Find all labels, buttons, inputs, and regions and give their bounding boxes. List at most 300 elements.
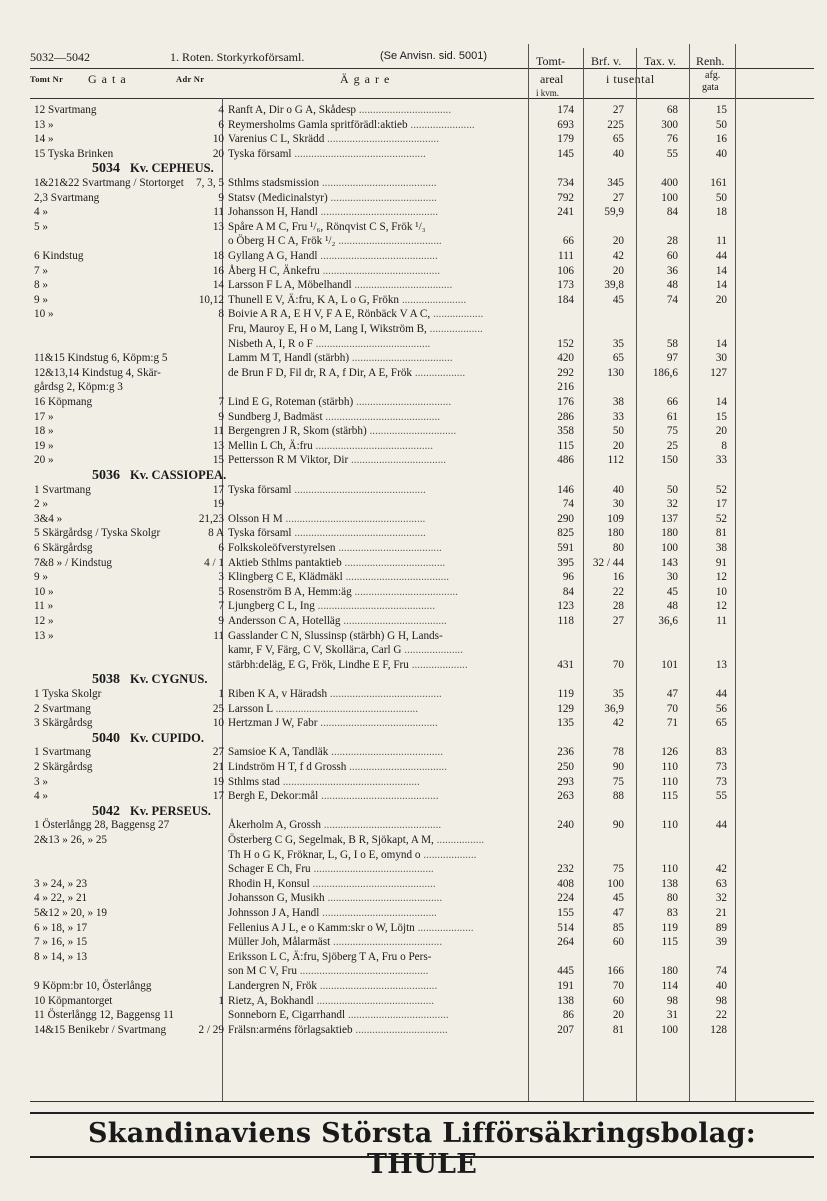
dot-leader: ............................................ [309, 877, 436, 890]
cell-owner: Tyska församl ............................................... [228, 483, 426, 496]
cell-tomt-nr-gata: 8 » 14, » 13 [34, 950, 88, 963]
cell-taxeringsvarde: 36,6 [658, 615, 678, 627]
cell-renhallningsavgift: 11 [716, 615, 727, 627]
cell-tomt-areal: 84 [562, 585, 574, 598]
cell-brandforsakringsvarde: 130 [607, 366, 624, 379]
cell-taxeringsvarde: 83 [666, 907, 678, 919]
cell-tomt-areal: 176 [557, 396, 574, 408]
cell-brandforsakringsvarde: 81 [612, 1023, 624, 1036]
cell-adress-nr: 16 [212, 264, 224, 277]
dot-leader: ......................................... [312, 337, 431, 350]
table-row [30, 104, 814, 117]
col-header-area-3: i kvm. [536, 88, 560, 98]
cell-brandforsakringsvarde: 80 [612, 542, 624, 554]
table-row [30, 527, 814, 540]
cell-renhallningsavgift: 40 [715, 980, 727, 992]
cell-adress-nr: 25 [212, 702, 224, 715]
header-rule-bottom [30, 98, 814, 99]
section-heading [92, 804, 211, 820]
cell-owner: Larsson F L A, Möbelhandl ................................... [228, 279, 453, 292]
cell-adress-nr: 1 [218, 994, 224, 1007]
cell-taxeringsvarde: 36 [666, 264, 678, 277]
table-row [30, 863, 814, 876]
cell-brandforsakringsvarde: 90 [612, 761, 624, 773]
cell-tomt-nr-gata: 15 Tyska Brinken [34, 147, 114, 160]
dot-leader: ....................... [399, 293, 467, 306]
cell-owner: Rhodin H, Konsul ............................................ [228, 877, 436, 890]
cell-tomt-areal: 250 [557, 761, 574, 773]
cell-tomt-areal: 96 [562, 571, 574, 584]
dot-leader: .......................................... [318, 790, 439, 803]
dot-leader: ....................... [407, 118, 475, 131]
cell-renhallningsavgift: 14 [715, 279, 727, 292]
table-row [30, 177, 814, 190]
cell-renhallningsavgift: 50 [715, 191, 727, 204]
cell-brandforsakringsvarde: 22 [612, 585, 624, 598]
cell-taxeringsvarde: 100 [661, 191, 678, 204]
cell-adress-nr: 10 [212, 133, 224, 146]
cell-adress-nr: 7, 3, 5 [196, 177, 224, 189]
cell-owner: Müller Joh, Målarmäst ....................................... [228, 936, 443, 949]
cell-renhallningsavgift: 74 [715, 965, 727, 978]
cell-tomt-areal: 111 [558, 250, 574, 262]
cell-owner: Hertzman J W, Fabr .......................................... [228, 717, 438, 730]
cell-tomt-areal: 86 [562, 1009, 574, 1022]
dot-leader: ........................................ [324, 133, 439, 146]
cell-owner: Spåre A M C, Fru ¹/₆, Rönqvist C S, Frök ¹/₃ [228, 220, 426, 233]
table-row [30, 922, 814, 935]
dot-leader: ................................... [351, 279, 453, 292]
table-row [30, 250, 814, 263]
table-row [30, 965, 814, 978]
cell-tomt-areal: 74 [562, 498, 574, 511]
table-row [30, 571, 814, 584]
cell-tomt-nr-gata: 14 » [34, 133, 54, 146]
cell-taxeringsvarde: 30 [666, 571, 678, 584]
page-title: 1. Roten. Storkyrkoförsaml. [170, 50, 305, 64]
cell-taxeringsvarde: 115 [661, 936, 678, 949]
cell-adress-nr: 10 [212, 717, 224, 730]
cell-tomt-areal: 123 [557, 600, 574, 613]
section-number: 5038 [92, 672, 120, 688]
cell-tomt-nr-gata: 11 Österlångg 12, Baggensg 11 [34, 1009, 174, 1022]
cell-tomt-areal: 232 [557, 863, 574, 876]
cell-owner: Statsv (Medicinalstyr) ...................................... [228, 191, 437, 204]
page-reference: (Se Anvisn. sid. 5001) [380, 50, 488, 62]
cell-brandforsakringsvarde: 59,9 [604, 206, 624, 219]
cell-owner: Rietz, A, Bokhandl .......................................... [228, 994, 435, 1007]
cell-tomt-areal: 514 [557, 921, 574, 934]
cell-adress-nr: 13 [212, 439, 224, 452]
table-row [30, 717, 814, 730]
cell-tomt-nr-gata: 20 » [34, 454, 54, 467]
table-row [30, 630, 814, 643]
cell-adress-nr: 3 [218, 571, 224, 584]
footer-advertisement [30, 1112, 814, 1180]
cell-brandforsakringsvarde: 40 [612, 483, 624, 496]
cell-adress-nr: 15 [212, 454, 224, 467]
cell-owner: Johansson H, Handl .......................................... [228, 206, 439, 219]
cell-owner: Johansson G, Musikh ......................................... [228, 892, 443, 905]
cell-owner: Th H o G K, Fröknar, L, G, I o E, omynd o ................... [228, 848, 477, 861]
dot-leader: .................................................. [282, 512, 426, 525]
table-row [30, 425, 814, 438]
cell-brandforsakringsvarde: 60 [612, 936, 624, 949]
cell-brandforsakringsvarde: 35 [612, 688, 624, 700]
cell-tomt-areal: 240 [557, 819, 574, 832]
cell-tomt-nr-gata: 1 Tyska Skolgr [34, 688, 102, 700]
cell-tomt-areal: 290 [557, 512, 574, 525]
table-row [30, 454, 814, 467]
dot-leader: ............................... [366, 425, 457, 438]
cell-tomt-areal: 236 [557, 746, 574, 759]
cell-brandforsakringsvarde: 40 [612, 147, 624, 160]
dot-leader: ......................................... [319, 907, 437, 919]
footer-rule-bottom [30, 1156, 814, 1158]
cell-owner: Sonneborn E, Cigarrhandl .................................... [228, 1009, 449, 1022]
cell-tomt-nr-gata: 4 » [34, 206, 48, 219]
cell-owner: Mellin L Ch, Ä:fru .......................................... [228, 439, 433, 452]
cell-brandforsakringsvarde: 32 / 44 [592, 556, 624, 569]
cell-owner: Lamm M T, Handl (stärbh) .................................... [228, 352, 453, 365]
cell-owner: Samsioe K A, Tandläk ........................................ [228, 746, 443, 759]
table-row [30, 338, 814, 351]
cell-brandforsakringsvarde: 47 [612, 907, 624, 919]
cell-owner: Sthlms stadsmission ......................................... [228, 177, 437, 189]
dot-leader: ..................................... [351, 585, 458, 598]
col-header-agare: Ä g a r e [340, 72, 391, 86]
dot-leader: .................................... [349, 352, 453, 365]
cell-tomt-nr-gata: 1 Svartmang [34, 746, 91, 759]
cell-owner: Klingberg C E, Klädmäkl ..................................... [228, 571, 450, 584]
dot-leader: ......................................... [324, 892, 443, 905]
cell-taxeringsvarde: 143 [661, 556, 678, 569]
cell-adress-nr: 19 [212, 498, 224, 511]
cell-tomt-nr-gata: 2 Skärgårdsg [34, 761, 93, 773]
dot-leader: .................................. [348, 454, 447, 467]
cell-taxeringsvarde: 400 [661, 177, 678, 189]
table-row [30, 323, 814, 336]
table-row [30, 221, 814, 234]
cell-adress-nr: 10,12 [198, 293, 224, 306]
cell-brandforsakringsvarde: 90 [612, 819, 624, 832]
table-row [30, 951, 814, 964]
cell-adress-nr: 6 [218, 542, 224, 554]
cell-taxeringsvarde: 110 [661, 761, 678, 773]
cell-owner: Sundberg J, Badmäst ......................................... [228, 410, 441, 423]
cell-tomt-areal: 145 [557, 147, 574, 160]
cell-owner: Larsson L ................................................... [228, 702, 419, 715]
cell-renhallningsavgift: 73 [715, 761, 727, 773]
cell-adress-nr: 1 [218, 688, 224, 700]
section-number: 5036 [92, 468, 120, 483]
cell-taxeringsvarde: 75 [666, 425, 678, 438]
cell-owner: de Brun F D, Fil dr, R A, f Dir, A E, Frök .................. [228, 366, 466, 379]
cell-renhallningsavgift: 52 [715, 512, 727, 525]
cell-tomt-nr-gata: 7 » [34, 264, 48, 277]
cell-taxeringsvarde: 58 [666, 337, 678, 350]
dot-leader: ............................................... [291, 527, 426, 540]
cell-tomt-nr-gata: 10 » [34, 308, 54, 321]
cell-taxeringsvarde: 110 [661, 863, 678, 876]
cell-adress-nr: 9 [218, 615, 224, 627]
cell-tomt-areal: 174 [557, 104, 574, 116]
cell-tomt-nr-gata: 10 » [34, 585, 54, 598]
table-row [30, 849, 814, 862]
cell-tomt-areal: 693 [557, 118, 574, 131]
cell-owner: son M C V, Fru .............................................. [228, 965, 429, 978]
col-header-tomt: Tomt Nr [30, 74, 64, 84]
cell-renhallningsavgift: 20 [715, 425, 727, 438]
cell-taxeringsvarde: 50 [666, 483, 678, 496]
cell-owner: Rosenström B A, Hemm:äg ..................................... [228, 585, 458, 598]
cell-taxeringsvarde: 150 [661, 454, 678, 467]
cell-tomt-areal: 118 [557, 615, 574, 627]
cell-adress-nr: 11 [213, 629, 224, 642]
cell-tomt-nr-gata: 19 » [34, 439, 54, 452]
cell-adress-nr: 11 [213, 425, 224, 438]
cell-tomt-nr-gata: 2 Svartmang [34, 702, 91, 715]
cell-renhallningsavgift: 33 [715, 454, 727, 467]
cell-tomt-nr-gata: gårdsg 2, Köpm:g 3 [34, 381, 123, 394]
cell-taxeringsvarde: 31 [666, 1009, 678, 1022]
dot-leader: ..................................... [335, 542, 442, 554]
cell-tomt-areal: 146 [557, 483, 574, 496]
section-name: Kv. CYGNUS. [130, 672, 208, 687]
cell-adress-nr: 4 / 1 [204, 556, 224, 569]
cell-adress-nr: 21 [212, 761, 224, 773]
dot-leader: .......................................... [317, 206, 439, 219]
cell-tomt-areal: 106 [557, 264, 574, 277]
cell-tomt-nr-gata: 4 » 22, » 21 [34, 892, 88, 905]
cell-brandforsakringsvarde: 78 [612, 746, 624, 759]
cell-taxeringsvarde: 60 [666, 250, 678, 262]
cell-tomt-areal: 152 [557, 337, 574, 350]
cell-owner: Varenius C L, Skrädd ........................................ [228, 133, 439, 146]
cell-renhallningsavgift: 161 [710, 177, 727, 189]
cell-brandforsakringsvarde: 20 [612, 264, 624, 277]
cell-adress-nr: 11 [213, 206, 224, 219]
cell-brandforsakringsvarde: 166 [607, 965, 624, 978]
cell-taxeringsvarde: 76 [666, 133, 678, 146]
section-heading [92, 731, 204, 747]
cell-owner: Åberg H C, Änkefru .......................................... [228, 264, 441, 277]
dot-leader: ................. [433, 834, 485, 846]
dot-leader: .................................... [341, 556, 446, 569]
cell-adress-nr: 20 [212, 147, 224, 160]
cell-tomt-nr-gata: 11&15 Kindstug 6, Köpm:g 5 [34, 352, 168, 365]
section-heading [92, 672, 207, 688]
cell-owner: Ranft A, Dir o G A, Skådesp ................................. [228, 104, 452, 116]
cell-owner: Ljungberg C L, Ing .......................................... [228, 600, 436, 613]
table-row [30, 513, 814, 526]
cell-tomt-nr-gata: 9 » [34, 571, 48, 584]
dot-leader: .......................................... [316, 980, 438, 992]
cell-renhallningsavgift: 44 [715, 250, 727, 262]
cell-brandforsakringsvarde: 38 [612, 396, 624, 408]
col-header-tax: Tax. v. [644, 54, 677, 68]
dot-leader: .................................. [353, 396, 452, 408]
footer-text: Skandinaviens Största Lifförsäkringsbolag: THULE [87, 1118, 757, 1180]
cell-renhallningsavgift: 98 [715, 994, 727, 1007]
cell-adress-nr: 19 [212, 775, 224, 788]
cell-owner: Tyska församl ............................................... [228, 147, 426, 160]
cell-owner: Lindström H T, f d Grossh ................................... [228, 761, 447, 773]
dot-leader: ...................................... [327, 191, 437, 204]
cell-taxeringsvarde: 137 [661, 512, 678, 525]
dot-leader: ................................................... [272, 702, 419, 715]
cell-renhallningsavgift: 50 [715, 118, 727, 131]
table-row [30, 615, 814, 628]
dot-leader: ..................................... [342, 571, 450, 584]
dot-leader: .................... [408, 658, 468, 671]
cell-tomt-areal: 395 [557, 556, 574, 569]
cell-brandforsakringsvarde: 60 [612, 994, 624, 1007]
table-row [30, 367, 814, 380]
cell-tomt-nr-gata: 13 » [34, 629, 54, 642]
cell-owner: Landergren N, Frök .......................................... [228, 980, 438, 992]
cell-brandforsakringsvarde: 345 [607, 177, 624, 189]
cell-taxeringsvarde: 97 [666, 352, 678, 365]
table-row [30, 834, 814, 847]
cell-owner: Tyska församl ............................................... [228, 527, 426, 540]
cell-renhallningsavgift: 16 [715, 133, 727, 146]
cell-tomt-nr-gata: 3 » 24, » 23 [34, 877, 88, 890]
cell-owner: Lind E G, Roteman (stärbh) .................................. [228, 396, 452, 408]
table-row [30, 1009, 814, 1022]
cell-brandforsakringsvarde: 27 [612, 191, 624, 204]
cell-brandforsakringsvarde: 35 [612, 337, 624, 350]
table-row [30, 980, 814, 993]
cell-tomt-nr-gata: 2&13 » 26, » 25 [34, 834, 108, 846]
table-row [30, 148, 814, 161]
cell-renhallningsavgift: 38 [715, 542, 727, 554]
cell-tomt-areal: 216 [557, 381, 574, 394]
cell-tomt-nr-gata: 17 » [34, 410, 54, 423]
cell-brandforsakringsvarde: 65 [612, 352, 624, 365]
dot-leader: .......................................... [314, 600, 436, 613]
dot-leader: ................................... [346, 761, 447, 773]
dot-leader: ..................................... [335, 235, 442, 248]
table-row [30, 352, 814, 365]
cell-tomt-areal: 792 [557, 191, 574, 204]
table-row [30, 790, 814, 803]
cell-tomt-nr-gata: 12 » [34, 615, 54, 627]
cell-taxeringsvarde: 180 [661, 527, 678, 540]
cell-renhallningsavgift: 21 [715, 907, 727, 919]
cell-tomt-areal: 173 [557, 279, 574, 292]
cell-tomt-areal: 241 [557, 206, 574, 219]
cell-brandforsakringsvarde: 180 [607, 527, 624, 540]
cell-tomt-nr-gata: 6 » 18, » 17 [34, 921, 88, 934]
cell-tomt-areal: 263 [557, 790, 574, 803]
cell-taxeringsvarde: 68 [666, 104, 678, 116]
cell-tomt-areal: 420 [557, 352, 574, 365]
cell-tomt-areal: 408 [557, 877, 574, 890]
cell-adress-nr: 4 [218, 104, 224, 116]
cell-brandforsakringsvarde: 100 [607, 877, 624, 890]
cell-taxeringsvarde: 48 [666, 279, 678, 292]
table-row [30, 746, 814, 759]
dot-leader: .................... [414, 921, 474, 934]
dot-leader: .......................................... [313, 994, 435, 1007]
cell-adress-nr: 2 / 29 [198, 1023, 224, 1036]
cell-tomt-areal: 264 [557, 936, 574, 949]
section-name: Kv. CUPIDO. [130, 730, 204, 745]
dot-leader: ........................................ [327, 688, 442, 700]
cell-taxeringsvarde: 138 [661, 877, 678, 890]
cell-tomt-nr-gata: 3 » [34, 775, 48, 788]
cell-owner: stärbh:deläg, E G, Frök, Lindhe E F, Fru .................... [228, 658, 468, 671]
table-row [30, 644, 814, 657]
cell-tomt-areal: 129 [557, 702, 574, 715]
cell-adress-nr: 21,23 [198, 512, 224, 525]
cell-taxeringsvarde: 119 [661, 921, 678, 934]
cell-taxeringsvarde: 186,6 [652, 366, 678, 379]
cell-brandforsakringsvarde: 20 [612, 1009, 624, 1022]
cell-owner: Thunell E V, Ä:fru, K A, L o G, Frökn ....................... [228, 293, 467, 306]
cell-tomt-areal: 431 [557, 658, 574, 671]
cell-tomt-nr-gata: 10 Köpmantorget [34, 994, 113, 1007]
cell-renhallningsavgift: 20 [715, 293, 727, 306]
cell-tomt-nr-gata: 2 » [34, 498, 48, 511]
cell-renhallningsavgift: 73 [715, 775, 727, 788]
cell-owner: Folkskoleöfverstyrelsen ..................................... [228, 542, 442, 554]
cell-tomt-nr-gata: 1 Österlångg 28, Baggensg 27 [34, 819, 170, 832]
cell-renhallningsavgift: 39 [715, 936, 727, 949]
cell-owner: Johnsson J A, Handl ......................................... [228, 907, 437, 919]
col-header-renh-3: gata [702, 82, 719, 93]
cell-renhallningsavgift: 55 [715, 790, 727, 803]
dot-leader: ......................................... [322, 410, 441, 423]
table-row [30, 542, 814, 555]
cell-brandforsakringsvarde: 20 [612, 235, 624, 248]
cell-taxeringsvarde: 66 [666, 396, 678, 408]
cell-brandforsakringsvarde: 70 [612, 658, 624, 671]
cell-taxeringsvarde: 61 [666, 410, 678, 423]
cell-brandforsakringsvarde: 28 [612, 600, 624, 613]
cell-renhallningsavgift: 13 [715, 658, 727, 671]
section-name: Kv. CEPHEUS. [130, 161, 214, 176]
cell-owner: Österberg C G, Segelmak, B R, Sjökapt, A M, ................. [228, 834, 485, 846]
cell-owner: Bergh E, Dekor:mål .......................................... [228, 790, 439, 803]
table-row [30, 381, 814, 394]
dot-leader: ..................................... [340, 615, 447, 627]
table-row [30, 396, 814, 409]
cell-tomt-nr-gata: 1&21&22 Svartmang / Stortorget [34, 177, 184, 189]
cell-brandforsakringsvarde: 45 [612, 892, 624, 905]
cell-adress-nr: 17 [212, 790, 224, 803]
cell-adress-nr: 18 [212, 250, 224, 262]
cell-brandforsakringsvarde: 50 [612, 425, 624, 438]
table-row [30, 308, 814, 321]
cell-brandforsakringsvarde: 27 [612, 104, 624, 116]
cell-tomt-areal: 207 [557, 1023, 574, 1036]
cell-owner: Nisbeth A, I, R o F ......................................... [228, 337, 431, 350]
table-row [30, 411, 814, 424]
cell-taxeringsvarde: 100 [661, 1023, 678, 1036]
cell-renhallningsavgift: 10 [715, 585, 727, 598]
col-header-gata: G a t a [88, 72, 127, 86]
cell-tomt-areal: 119 [557, 688, 574, 700]
cell-taxeringsvarde: 28 [666, 235, 678, 248]
cell-renhallningsavgift: 81 [715, 527, 727, 540]
table-row [30, 265, 814, 278]
table-row [30, 688, 814, 701]
cell-brandforsakringsvarde: 20 [612, 439, 624, 452]
cell-taxeringsvarde: 25 [666, 439, 678, 452]
cell-taxeringsvarde: 45 [666, 585, 678, 598]
